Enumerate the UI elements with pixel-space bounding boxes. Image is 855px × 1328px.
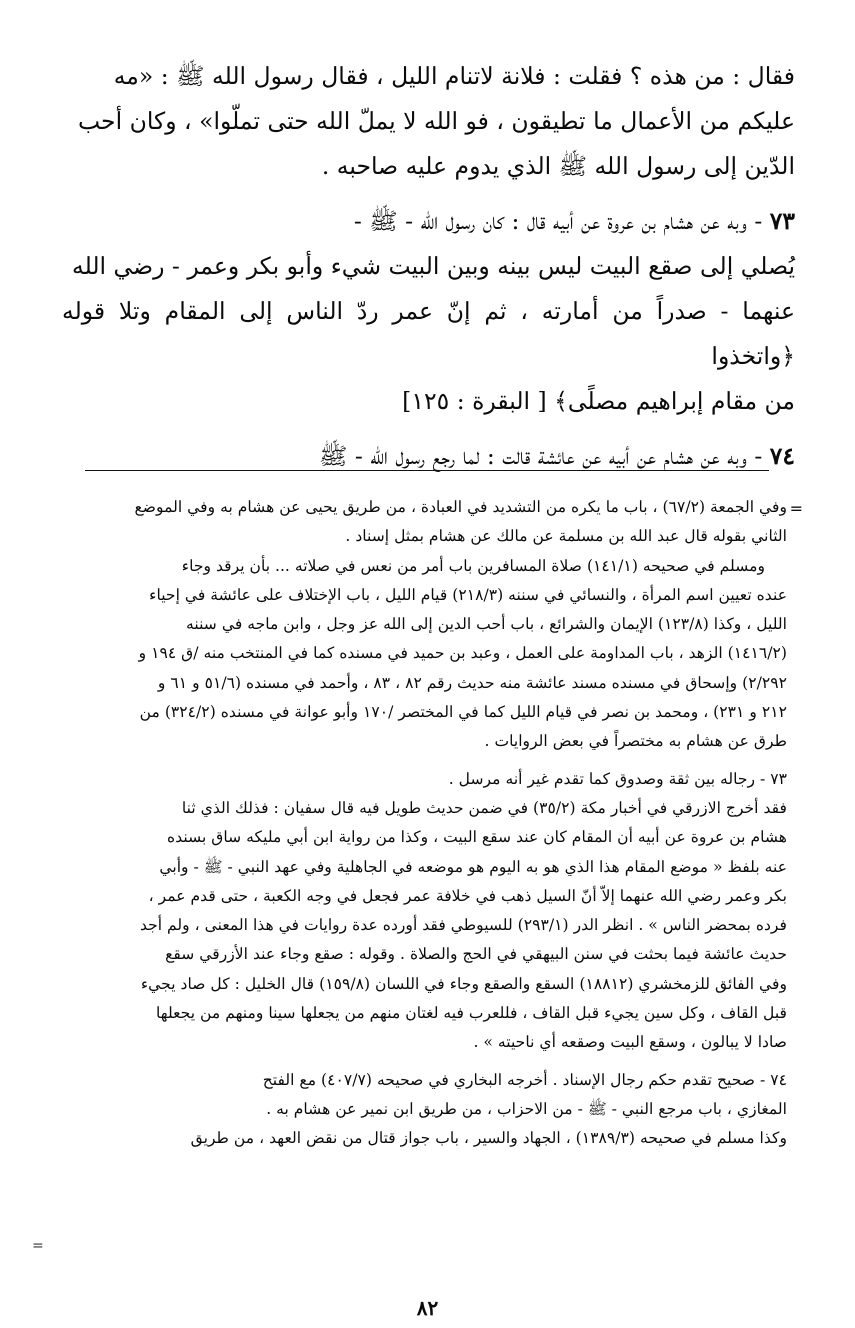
footnote-line: الليل ، وكذا (١٢٣/٨) الإيمان والشرائع ، باب أحب الدين إلى الله عز وجل ، وابن ماجه في سننه	[186, 615, 787, 634]
main-line: يُصلي إلى صقع البيت ليس بينه وبين البيت شيء وأبو بكر وعمر - رضي الله	[72, 252, 795, 280]
footnote-line: حديث عائشة فيما بحثت في سنن البيهقي في الحج والصلاة . وقوله : صقع وجاء عند الأزرقي سقع	[165, 945, 787, 964]
footnote-line: طرق عن هشام به مختصراً في بعض الروايات .	[484, 732, 787, 751]
footnote-line: ٧٣ - رجاله بين ثقة وصدوق كما تقدم غير أنه مرسل .	[448, 769, 787, 788]
footnote-line: عنده تعيين اسم المرأة ، والنسائي في سننه (٢١٨/٣) قيام الليل ، باب الإختلاف على عائشة في إحياء	[149, 585, 787, 604]
footnote-line: فقد أخرج الازرقي في أخبار مكة (٣٥/٢) في ضمن حديث طويل فيه قال سفيان : فذلك الذي ثنا	[181, 798, 787, 817]
footnote-line: وفي الفائق للزمخشري (١٨٨١٢) السقع والصقع وجاء في اللسان (١٥٩/٨) قال الخليل : كل صاد يجيء	[140, 974, 787, 993]
hadith-73-line	[62, 199, 795, 244]
footnotes	[68, 493, 787, 1154]
main-line: عليكم من الأعمال ما تطيقون ، فو الله لا يملّ الله حتى تملّوا» ، وكان أحب	[77, 107, 795, 135]
main-line: فقال : من هذه ؟ فقلت : فلانة لاتنام الليل ، فقال رسول الله ﷺ : «مه	[113, 62, 795, 90]
main-line: عنهما - صدراً من أمارته ، ثم إنّ عمر ردّ الناس إلى المقام وتلا قوله ﴿واتخذوا	[62, 297, 795, 370]
footnote-line: ومسلم في صحيحه (١٤١/١) صلاة المسافرين باب أمر من نعس في صلاته ... بأن يرقد وجاء	[181, 556, 765, 575]
footnote-line: وكذا مسلم في صحيحه (١٣٨٩/٣) ، الجهاد والسير ، باب جواز قتال من نقض العهد ، من طريق	[190, 1129, 787, 1148]
hadith-text: - وبه عن هشام بن عروة عن أبيه قال : كان رسول الله - ﷺ -	[353, 207, 763, 235]
footnote-line: فرده بمحضر الناس » . انظر الدر (٢٩٣/١) للسيوطي فقد أورده عدة روايات في هذا المعنى ، ولم أجد	[139, 916, 787, 935]
footnote-line: هشام بن عروة عن أبيه أن المقام كان عند سقع البيت ، وكذا من رواية ابن أبي مليكه ساق بسنده	[167, 828, 787, 847]
main-line: من مقام إبراهيم مصلًى﴾ [ البقرة : ١٢٥]	[402, 387, 795, 415]
footnote-line: (١٤١٦/٢) الزهد ، باب المداومة على العمل ، وعبد بن حميد في مسنده كما في المنتخب منه /ق ١٩٤ و	[138, 644, 787, 663]
hadith-number: ٧٤	[769, 442, 795, 470]
footnote-line: عنه بلفظ « موضع المقام هذا الذي هو به اليوم هو موضعه في الجاهلية وفي عهد النبي - ﷺ - وأبي	[159, 857, 787, 876]
footnote-line: ٢/٢٩٢) وإسحاق في مسنده مسند عائشة منه حديث رقم ٨٢ ، ٨٣ ، وأحمد في مسنده (٥١/٦ و ٦١ و	[157, 673, 787, 692]
hadith-number: ٧٣	[769, 207, 795, 235]
footnote-line: المغازي ، باب مرجع النبي - ﷺ - من الاحزاب ، من طريق ابن نمير عن هشام به .	[266, 1099, 787, 1118]
hadith-text: - وبه عن هشام عن أبيه عن عائشة قالت : لما رجع رسول الله - ﷺ	[319, 442, 763, 470]
footnote-line: ٧٤ - صحيح تقدم حكم رجال الإسناد . أخرجه البخاري في صحيحه (٤٠٧/٧) مع الفتح	[262, 1070, 787, 1089]
continuation-mark-bottom: =	[32, 1238, 44, 1254]
footnote-divider	[85, 470, 769, 471]
footnote-gap	[68, 757, 787, 765]
footnote-line: قبل القاف ، وكل سين يجيء قبل القاف ، فللعرب فيه لغتان منهم من يجعلها سينا ومنهم من يجعلها	[156, 1004, 787, 1023]
footnote-line: الثاني بقوله قال عبد الله بن مسلمة عن مالك عن هشام بمثل إسناد .	[345, 527, 787, 546]
footnote-gap	[68, 1058, 787, 1066]
paragraph-gap	[62, 189, 795, 199]
main-line: الدّين إلى رسول الله ﷺ الذي يدوم عليه صاحبه .	[321, 152, 795, 180]
footnote-line: وفي الجمعة (٦٧/٢) ، باب ما يكره من التشديد في العبادة ، من طريق يحيى عن هشام به وفي الموضع	[134, 498, 787, 516]
footnote-line: صادا لا يبالون ، وسقع البيت وصقعه أي ناحيته » .	[473, 1033, 787, 1052]
footnote-line: ٢١٢ و ٢٣١) ، ومحمد بن نصر في قيام الليل كما في المختصر /١٧٠ وأبو عوانة في مسنده (٣٢٤/٢) من	[139, 703, 787, 722]
hadith-74-line	[62, 434, 795, 479]
paragraph-gap	[62, 424, 795, 434]
continuation-mark: =	[789, 499, 803, 518]
page-number: ٨٢	[416, 1296, 439, 1320]
main-text	[62, 54, 795, 479]
footnote-line: بكر وعمر رضي الله عنهما إلاّ أنّ السيل ذهب في خلافة عمر فجعل في وجه الكعبة ، حتى قدم عمر ،	[148, 886, 787, 905]
